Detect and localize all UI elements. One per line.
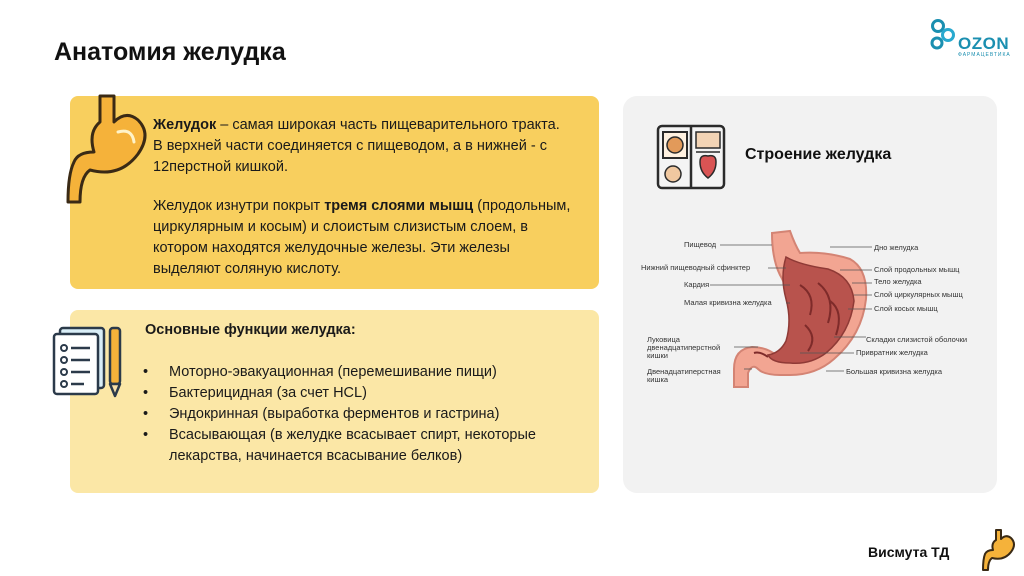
- functions-title: Основные функции желудка:: [145, 322, 356, 338]
- diagram-label: Большая кривизна желудка: [846, 367, 943, 376]
- structure-title: Строение желудка: [745, 146, 892, 163]
- diagram-label: Малая кривизна желудка: [684, 298, 772, 307]
- diagram-label: Нижний пищеводный сфинктер: [641, 263, 751, 272]
- diagram-label: Кардия: [684, 280, 710, 289]
- page-title: Анатомия желудка: [54, 38, 286, 66]
- intro-layers-before: Желудок изнутри покрыт: [153, 198, 325, 214]
- ozon-logo-icon: [928, 18, 962, 52]
- logo-subtitle: ФАРМАЦЕВТИКА: [958, 52, 1011, 58]
- diagram-label: Слой циркулярных мышц: [874, 290, 963, 299]
- diagram-label: Пищевод: [684, 240, 717, 249]
- intro-definition-text: – самая широкая часть пищеварительного тракта. В верхней части соединяется с пищеводом, а в нижней - с 12перстной кишкой.: [153, 117, 560, 175]
- diagram-label: Складки слизистой оболочки: [866, 335, 968, 344]
- diagram-label: Луковица двенадцатиперстной кишки: [647, 335, 721, 360]
- stomach-icon: [980, 528, 1016, 572]
- intro-definition: [153, 115, 573, 178]
- intro-layers-bold: тремя слоями мышц: [324, 198, 474, 214]
- anatomy-book-icon: [656, 122, 726, 192]
- list-item: • Эндокринная (выработка ферментов и гастрина): [143, 404, 583, 425]
- list-item: • Моторно-эвакуационная (перемешивание пищи): [143, 362, 583, 383]
- diagram-label: Слой продольных мышц: [874, 265, 960, 274]
- diagram-label: Дно желудка: [874, 243, 919, 252]
- document-checklist-icon: [52, 322, 128, 398]
- functions-list: [143, 362, 583, 467]
- brand-footer: Висмута ТД: [868, 544, 950, 560]
- intro-layers: [153, 196, 573, 280]
- logo-text: OZON: [958, 34, 1010, 53]
- diagram-label: Двенадцатиперстная кишка: [647, 367, 721, 384]
- diagram-label: Слой косых мышц: [874, 304, 938, 313]
- intro-term: Желудок: [153, 117, 217, 133]
- diagram-label: Тело желудка: [874, 277, 922, 286]
- list-item: • Бактерицидная (за счет HCL): [143, 383, 583, 404]
- list-item: • Всасывающая (в желудке всасывает спирт, некоторые лекарства, начинается всасывание белков): [143, 425, 583, 467]
- intro-layers-after: (продольным, циркулярным и косым) и слоистым слизистым слоем, в котором находятся желудочные железы. Эти железы выделяют соляную кислоту.: [153, 198, 571, 277]
- stomach-icon: [60, 92, 150, 212]
- diagram-label: Привратник желудка: [856, 348, 928, 357]
